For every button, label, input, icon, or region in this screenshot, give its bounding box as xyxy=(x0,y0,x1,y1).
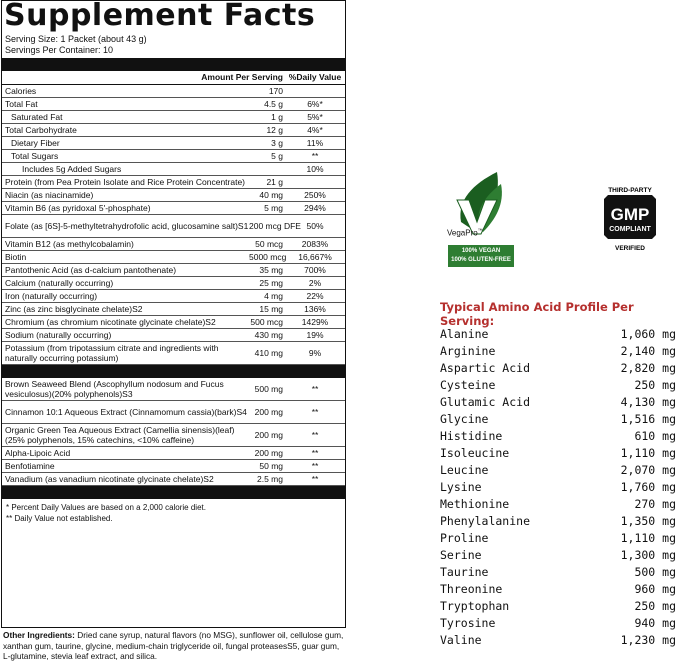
nutrient-amount: 15 mg xyxy=(259,304,283,314)
nutrient-name: Brown Seaweed Blend (Ascophyllum nodosum and Fucus vesiculosus)(20% polyphenols)S3 xyxy=(5,379,224,399)
servings-per-container: Servings Per Container: 10 xyxy=(5,45,114,55)
amino-name: Histidine xyxy=(440,429,503,443)
nutrient-dv: 1429% xyxy=(301,317,329,327)
nutrient-amount: 200 mg xyxy=(254,407,283,417)
nutrient-row xyxy=(2,98,345,111)
nutrient-amount: 170 xyxy=(268,86,283,96)
amino-value: 2,140 mg xyxy=(620,344,676,358)
vegan-badge-band xyxy=(448,245,514,267)
nutrient-dv: 16,667% xyxy=(298,252,332,262)
amino-name: Glycine xyxy=(440,412,489,426)
amino-value: 1,110 mg xyxy=(620,446,676,460)
amino-value: 940 mg xyxy=(634,616,676,630)
nutrient-name: Biotin xyxy=(5,252,27,262)
amino-row xyxy=(440,394,676,411)
gmp-main-text: GMP xyxy=(610,205,650,224)
amino-value: 2,820 mg xyxy=(620,361,676,375)
nutrient-dv: 9% xyxy=(308,348,322,358)
amino-row xyxy=(440,598,676,615)
amino-row xyxy=(440,581,676,598)
nutrient-dv: 19% xyxy=(306,330,324,340)
nutrient-amount: 1 g xyxy=(271,112,283,122)
amino-row xyxy=(440,632,676,649)
nutrient-name: Cinnamon 10:1 Aqueous Extract (Cinnamomum cassia)(bark)S4 xyxy=(5,407,247,417)
nutrient-amount: 430 mg xyxy=(254,330,283,340)
nutrient-amount: 5 mg xyxy=(264,203,283,213)
other-ingredients xyxy=(3,630,346,662)
amino-value: 4,130 mg xyxy=(620,395,676,409)
nutrient-amount: 2.5 mg xyxy=(257,474,283,484)
nutrient-name: Vitamin B6 (as pyridoxal 5'-phosphate) xyxy=(5,203,151,213)
nutrient-amount: 4 mg xyxy=(264,291,283,301)
vegapro-name: VegaPro™ xyxy=(447,228,483,238)
nutrient-row xyxy=(2,303,345,316)
amino-row xyxy=(440,445,676,462)
nutrient-dv: ** xyxy=(311,407,319,417)
footnote-dv: * Percent Daily Values are based on a 2,000 calorie diet. xyxy=(6,503,206,512)
nutrient-dv: 2083% xyxy=(301,239,329,249)
footnotes xyxy=(2,499,345,527)
amino-value: 960 mg xyxy=(634,582,676,596)
amino-row xyxy=(440,428,676,445)
nutrient-row xyxy=(2,316,345,329)
nutrient-amount: 35 mg xyxy=(259,265,283,275)
nutrient-row xyxy=(2,264,345,277)
amino-name: Leucine xyxy=(440,463,489,477)
serving-size: Serving Size: 1 Packet (about 43 g) xyxy=(5,34,147,44)
nutrient-name: Sodium (naturally occurring) xyxy=(5,330,112,340)
nutrient-name: Iron (naturally occurring) xyxy=(5,291,98,301)
nutrient-row xyxy=(2,329,345,342)
nutrient-amount: 4.5 g xyxy=(264,99,283,109)
nutrient-amount: 5000 mcg xyxy=(249,252,287,262)
botanical-rows xyxy=(2,378,345,486)
nutrient-row xyxy=(2,290,345,303)
nutrient-amount: 25 mg xyxy=(259,278,283,288)
amino-row xyxy=(440,360,676,377)
amino-row xyxy=(440,479,676,496)
nutrient-amount: 500 mg xyxy=(254,384,283,394)
nutrient-name: Benfotiamine xyxy=(5,461,55,471)
gluten-free-text: 100% GLUTEN-FREE xyxy=(451,257,511,263)
nutrient-row xyxy=(2,176,345,189)
gmp-bottom-text: VERIFIED xyxy=(615,245,645,252)
amino-name: Aspartic Acid xyxy=(440,361,531,375)
nutrient-dv: 10% xyxy=(306,164,324,174)
nutrient-row xyxy=(2,342,345,365)
amino-row xyxy=(440,377,676,394)
nutrient-name: Total Fat xyxy=(5,99,38,109)
divider-bar xyxy=(2,365,345,378)
divider-bar xyxy=(2,58,345,71)
nutrient-dv: ** xyxy=(311,151,319,161)
amino-value: 610 mg xyxy=(634,429,676,443)
nutrient-row xyxy=(2,163,345,176)
nutrient-row xyxy=(2,124,345,137)
amino-acid-list xyxy=(440,326,676,649)
nutrient-name: Zinc (as zinc bisglycinate chelate)S2 xyxy=(5,304,143,314)
nutrient-name: Protein (from Pea Protein Isolate and Rice Protein Concentrate) xyxy=(5,177,246,187)
nutrient-amount: 410 mg xyxy=(254,348,283,358)
amino-name: Glutamic Acid xyxy=(440,395,531,409)
nutrient-dv: ** xyxy=(311,430,319,440)
amino-name: Serine xyxy=(440,548,482,562)
nutrient-amount: 3 g xyxy=(271,138,283,148)
nutrient-dv: 250% xyxy=(304,190,326,200)
nutrient-row xyxy=(2,150,345,163)
nutrient-name: Folate (as [6S]-5-methyltetrahydrofolic acid, glucosamine salt)S1 xyxy=(5,221,249,231)
amino-row xyxy=(440,530,676,547)
nutrient-name: Vanadium (as vanadium nicotinate glycinate chelate)S2 xyxy=(5,474,214,484)
nutrient-name: Saturated Fat xyxy=(11,112,63,122)
nutrient-name: Calories xyxy=(5,86,37,96)
nutrient-row xyxy=(2,277,345,290)
nutrient-dv: 700% xyxy=(304,265,326,275)
nutrient-name: Vitamin B12 (as methylcobalamin) xyxy=(5,239,134,249)
nutrient-name: Alpha-Lipoic Acid xyxy=(5,448,71,458)
footnote-not-established: ** Daily Value not established. xyxy=(6,514,113,523)
amino-name: Tyrosine xyxy=(440,616,496,630)
nutrient-name: Calcium (naturally occurring) xyxy=(5,278,114,288)
amino-name: Taurine xyxy=(440,565,489,579)
nutrient-name: Pantothenic Acid (as d-calcium pantothenate) xyxy=(5,265,177,275)
nutrient-row xyxy=(2,447,345,460)
gmp-compliant-badge xyxy=(598,183,662,255)
nutrient-row xyxy=(2,460,345,473)
nutrient-row xyxy=(2,238,345,251)
nutrient-row xyxy=(2,189,345,202)
nutrient-name: Total Carbohydrate xyxy=(5,125,77,135)
amino-name: Valine xyxy=(440,633,482,647)
nutrient-dv: 2% xyxy=(308,278,322,288)
nutrient-row xyxy=(2,111,345,124)
dv-header: %Daily Value xyxy=(288,72,342,82)
gmp-sub-text: COMPLIANT xyxy=(609,226,651,233)
amino-value: 1,760 mg xyxy=(620,480,676,494)
nutrient-name: Total Sugars xyxy=(11,151,59,161)
nutrient-row xyxy=(2,85,345,98)
amino-name: Isoleucine xyxy=(440,446,510,460)
nutrient-amount: 12 g xyxy=(266,125,283,135)
nutrient-amount: 21 g xyxy=(266,177,283,187)
amino-value: 250 mg xyxy=(634,378,676,392)
nutrient-dv: 4%* xyxy=(307,125,323,135)
amino-row xyxy=(440,411,676,428)
supplement-facts-panel xyxy=(1,0,346,628)
vegan-text: 100% VEGAN xyxy=(461,248,501,254)
amount-header: Amount Per Serving xyxy=(201,72,283,82)
nutrient-amount: 500 mcg xyxy=(250,317,283,327)
nutrient-dv: 136% xyxy=(304,304,326,314)
nutrient-dv: 22% xyxy=(306,291,324,301)
amino-row xyxy=(440,513,676,530)
amino-name: Threonine xyxy=(440,582,503,596)
column-header xyxy=(2,71,345,85)
nutrient-dv: 50% xyxy=(306,221,324,231)
nutrient-name: Niacin (as niacinamide) xyxy=(5,190,94,200)
amino-title: Typical Amino Acid Profile Per Serving: xyxy=(440,300,634,328)
amino-name: Tryptophan xyxy=(440,599,510,613)
amino-value: 1,300 mg xyxy=(620,548,676,562)
nutrient-amount: 200 mg xyxy=(254,448,283,458)
nutrient-name: Organic Green Tea Aqueous Extract (Camellia sinensis)(leaf)(25% polyphenols, 15% catechins, <10% caffeine) xyxy=(5,425,235,445)
nutrient-amount: 40 mg xyxy=(259,190,283,200)
amino-value: 2,070 mg xyxy=(620,463,676,477)
amino-name: Methionine xyxy=(440,497,510,511)
amino-value: 1,230 mg xyxy=(620,633,676,647)
nutrient-rows xyxy=(2,85,345,365)
nutrient-row xyxy=(2,137,345,150)
amino-value: 1,350 mg xyxy=(620,514,676,528)
amino-row xyxy=(440,564,676,581)
amino-value: 1,110 mg xyxy=(620,531,676,545)
nutrient-dv: 294% xyxy=(304,203,326,213)
nutrient-dv: 11% xyxy=(306,138,324,148)
nutrient-row xyxy=(2,251,345,264)
amino-value: 1,516 mg xyxy=(620,412,676,426)
nutrient-amount: 200 mg xyxy=(254,430,283,440)
nutrient-row xyxy=(2,401,345,424)
nutrient-name: Dietary Fiber xyxy=(11,138,60,148)
panel-title: Supplement Facts xyxy=(4,0,316,33)
gmp-top-text: THIRD-PARTY xyxy=(608,187,652,194)
nutrient-dv: 5%* xyxy=(307,112,323,122)
amino-row xyxy=(440,343,676,360)
other-ingredients-text: Dried cane syrup, natural flavors (no MSG), sunflower oil, cellulose gum, xanthan gum, taurine, glycine, medium-chain triglyceride oil, fungal proteasesS5, guar gum, L-glutamine, stevia leaf extract, and silica. xyxy=(3,630,344,661)
nutrient-name: Includes 5g Added Sugars xyxy=(22,164,122,174)
nutrient-row xyxy=(2,215,345,238)
amino-name: Proline xyxy=(440,531,489,545)
other-ingredients-label: Other Ingredients: xyxy=(3,630,75,640)
amino-row xyxy=(440,462,676,479)
amino-value: 500 mg xyxy=(634,565,676,579)
nutrient-amount: 200 mcg DFE xyxy=(249,221,301,231)
amino-row xyxy=(440,615,676,632)
amino-name: Arginine xyxy=(440,344,496,358)
amino-row xyxy=(440,326,676,343)
nutrient-row xyxy=(2,473,345,486)
nutrient-row xyxy=(2,378,345,401)
amino-name: Phenylalanine xyxy=(440,514,531,528)
amino-name: Cysteine xyxy=(440,378,496,392)
nutrient-dv: ** xyxy=(311,474,319,484)
amino-row xyxy=(440,496,676,513)
nutrient-dv: ** xyxy=(311,384,319,394)
nutrient-amount: 5 g xyxy=(271,151,283,161)
nutrient-dv: 6%* xyxy=(307,99,323,109)
nutrient-row xyxy=(2,424,345,447)
amino-row xyxy=(440,547,676,564)
nutrient-amount: 50 mg xyxy=(259,461,283,471)
amino-value: 250 mg xyxy=(634,599,676,613)
amino-value: 270 mg xyxy=(634,497,676,511)
divider-bar xyxy=(2,486,345,499)
amino-name: Alanine xyxy=(440,327,489,341)
nutrient-dv: ** xyxy=(311,448,319,458)
nutrient-name: Chromium (as chromium nicotinate glycinate chelate)S2 xyxy=(5,317,216,327)
nutrient-name: Potassium (from tripotassium citrate and ingredients with naturally occurring potassium) xyxy=(5,343,219,363)
nutrient-dv: ** xyxy=(311,461,319,471)
amino-value: 1,060 mg xyxy=(620,327,676,341)
nutrient-amount: 50 mcg xyxy=(255,239,283,249)
nutrient-row xyxy=(2,202,345,215)
amino-name: Lysine xyxy=(440,480,482,494)
